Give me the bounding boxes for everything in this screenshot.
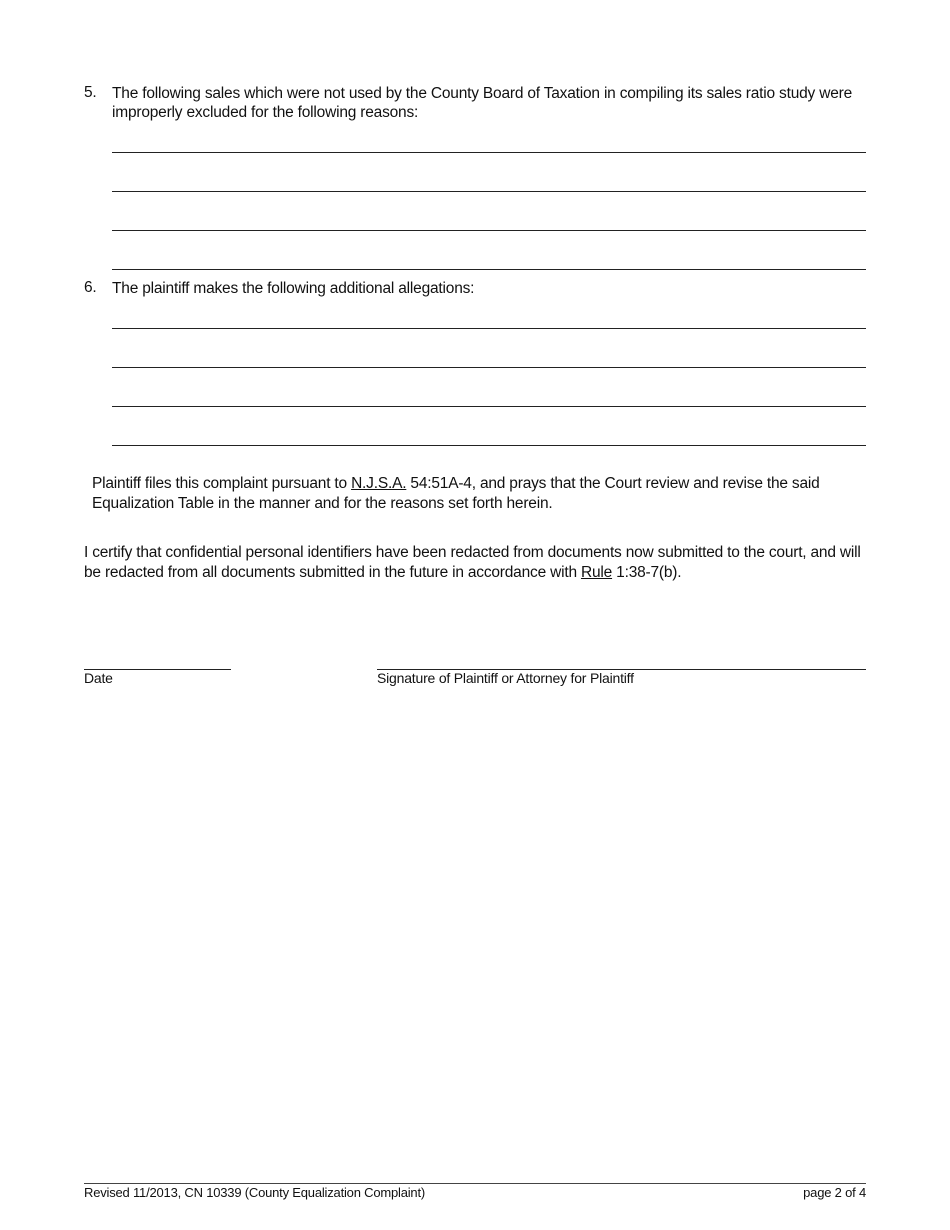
prayer-text-after: 54:51A-4, and prays that the Court review and revise the said Equalization Table in the manner and for the reasons set forth herein. (92, 475, 820, 512)
item-5-blank-line-1[interactable] (112, 152, 866, 153)
footer-revision: Revised 11/2013, CN 10339 (County Equalization Complaint) (84, 1185, 426, 1200)
item-6-blank-line-3[interactable] (112, 406, 866, 407)
item-5-text: The following sales which were not used by the County Board of Taxation in compiling its sales ratio study were improperly excluded for the following reasons: (112, 85, 852, 121)
date-label: Date (84, 670, 113, 686)
footer-divider (84, 1183, 866, 1184)
item-5-number: 5. (84, 84, 97, 101)
certification-text-before: I certify that confidential personal identifiers have been redacted from documents now submitted to the court, and will be redacted from all documents submitted in the future in accordance with (84, 544, 861, 581)
item-5-blank-line-2[interactable] (112, 191, 866, 192)
statute-citation: N.J.S.A. (351, 475, 407, 492)
item-6-number: 6. (84, 279, 97, 296)
item-5-blank-line-4[interactable] (112, 269, 866, 270)
footer-page-number: page 2 of 4 (803, 1185, 866, 1200)
item-5-blank-line-3[interactable] (112, 230, 866, 231)
rule-reference: Rule (580, 564, 613, 581)
prayer-text-before: Plaintiff files this complaint pursuant to (92, 475, 352, 492)
prayer-paragraph (92, 474, 866, 514)
certification-paragraph (84, 543, 874, 583)
item-6-blank-line-2[interactable] (112, 367, 866, 368)
signature-label: Signature of Plaintiff or Attorney for Plaintiff (377, 670, 634, 686)
certification-text-after: 1:38-7(b). (612, 564, 682, 581)
item-6-blank-line-1[interactable] (112, 328, 866, 329)
item-6-blank-line-4[interactable] (112, 445, 866, 446)
item-6-text: The plaintiff makes the following additional allegations: (112, 280, 475, 297)
